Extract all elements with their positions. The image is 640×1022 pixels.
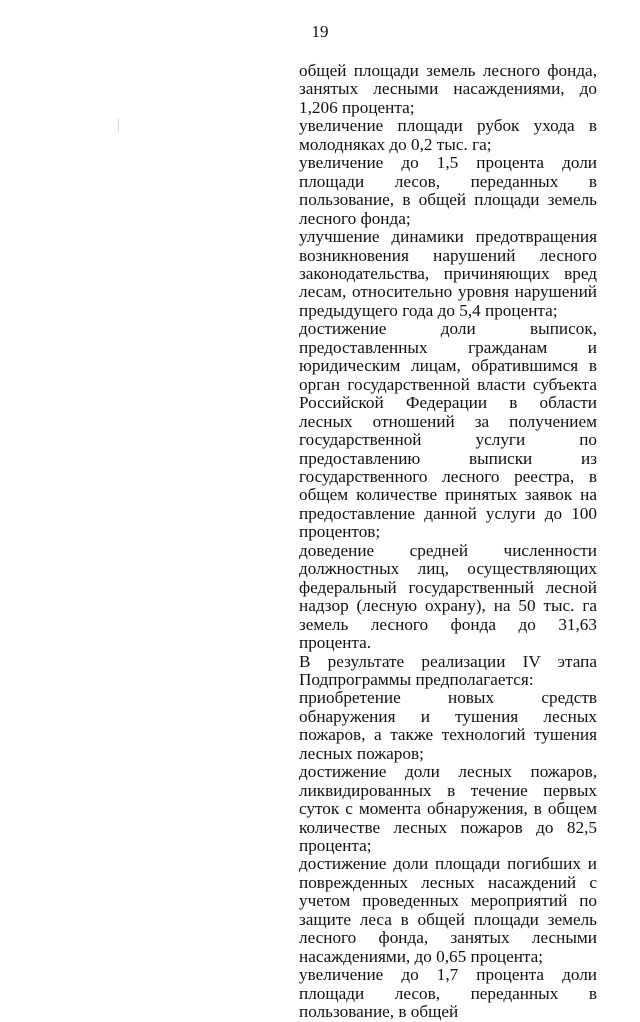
paragraph: достижение доли выписок, предоставленных гражданам и юридическим лицам, обратившимся в орган государственной власти субъекта Российской Федерации в области лесных отношений за получением государственной услуги по предоставлению выписки из государственного лесного реестра, в общем количестве принятых заявок на предоставление данной услуги до 100 процентов; (299, 319, 597, 542)
scan-mark (118, 118, 119, 132)
paragraph: достижение доли лесных пожаров, ликвидированных в течение первых суток с момента обнаружения, в общем количестве лесных пожаров до 82,5 процента; (299, 762, 597, 856)
paragraph: увеличение до 1,5 процента доли площади лесов, переданных в пользование, в общей площади земель лесного фонда; (299, 153, 597, 228)
paragraph: В результате реализации IV этапа Подпрограммы предполагается: (299, 651, 597, 689)
paragraph: увеличение площади рубок ухода в молодняках до 0,2 тыс. га; (299, 116, 597, 154)
page-number: 19 (311, 22, 329, 41)
paragraph: улучшение динамики предотвращения возникновения нарушений лесного законодательства, причиняющих вред лесам, относительно уровня нарушений предыдущего года до 5,4 процента; (299, 227, 597, 320)
text-column (299, 62, 597, 1022)
paragraph: достижение доли площади погибших и поврежденных лесных насаждений с учетом проведенных мероприятий по защите леса в общей площади земель лесного фонда, занятых лесными насаждениями, до 0,65 процента; (299, 854, 597, 966)
paragraph: увеличение до 1,7 процента доли площади лесов, переданных в пользование, в общей (299, 965, 597, 1022)
paragraph: приобретение новых средств обнаружения и тушения лесных пожаров, а также технологий тушения лесных пожаров; (299, 688, 597, 763)
paragraph: общей площади земель лесного фонда, занятых лесными насаждениями, до 1,206 процента; (299, 61, 597, 117)
paragraph: доведение средней численности должностных лиц, осуществляющих федеральный государственный лесной надзор (лесную охрану), на 50 тыс. га земель лесного фонда до 31,63 процента. (299, 540, 597, 653)
